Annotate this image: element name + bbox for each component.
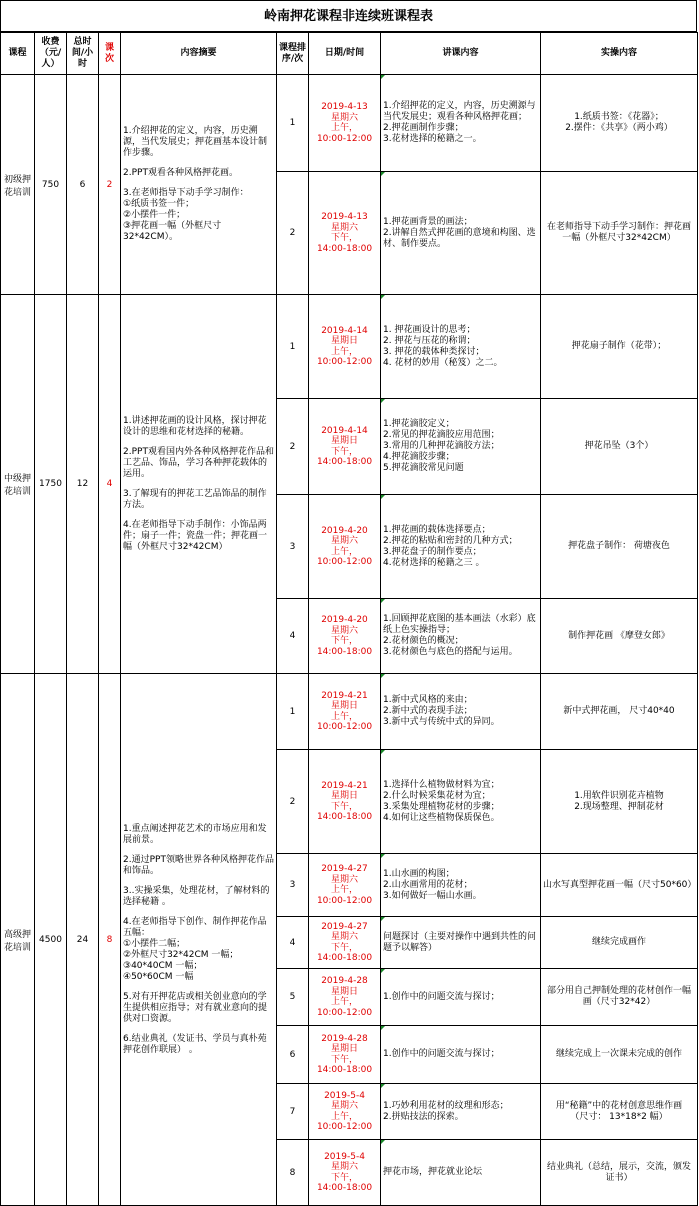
- practice-line: 制作押花画 《摩登女郎》: [568, 630, 670, 641]
- session-order: 3: [277, 495, 309, 599]
- session-order: 4: [277, 599, 309, 674]
- sheet-title: 岭南押花课程非连续班课程表: [0, 0, 697, 32]
- session-time: 10:00-12:00: [316, 357, 373, 367]
- summary-paragraph: 4.在老师指导下创作、制作押花作品五幅： ①小摆件二幅； ②外框尺寸32*42CM 一幅； ③40*40CM 一幅； ④50*60CM 一幅: [123, 916, 267, 982]
- session-order: 6: [277, 1026, 309, 1084]
- session-datetime: [309, 917, 381, 969]
- session-lecture: [381, 1084, 541, 1140]
- session-time: 14:00-18:00: [316, 646, 373, 657]
- session-weekday: 星期日: [330, 1044, 358, 1054]
- session-weekday: 星期六: [330, 1101, 358, 1111]
- session-practice: [541, 969, 698, 1026]
- session-practice: [541, 495, 698, 599]
- session-time: 14:00-18:00: [316, 243, 373, 254]
- session-date-block: [311, 1152, 378, 1194]
- session-datetime: [309, 495, 381, 599]
- session-weekday: 星期日: [330, 791, 358, 801]
- header-times: 课次: [99, 33, 121, 75]
- session-date: 2019-4-28: [321, 1033, 368, 1044]
- session-time: 14:00-18:00: [316, 1183, 373, 1193]
- lecture-line: 2.新中式的表现手法；: [383, 706, 473, 716]
- session-date-block: [311, 102, 378, 144]
- session-period: 下午，: [330, 446, 358, 457]
- summary-paragraph: 3.了解现有的押花工艺品饰品的制作方法。: [123, 488, 267, 510]
- session-date-block: [311, 691, 378, 733]
- lecture-line: 2.讲解自然式押花画的意境和构图、选材、制作要点。: [383, 227, 536, 249]
- course-summary: [121, 75, 277, 295]
- session-weekday: 星期六: [330, 1162, 358, 1172]
- lecture-line: 1.回顾押花底图的基本画法（水彩）底纸上色实操指导；: [383, 614, 536, 635]
- session-practice: [541, 75, 698, 172]
- lecture-line: 押花市场，押花就业论坛: [383, 1167, 483, 1177]
- summary-paragraph: 5.对有开押花店或相关创业意向的学生提供相应指导；对有就业意向的提供对口资源。: [123, 991, 268, 1024]
- session-order: 2: [277, 750, 309, 854]
- session-order: 2: [277, 399, 309, 495]
- session-weekday: 星期六: [330, 222, 358, 233]
- session-date: 2019-4-20: [321, 525, 368, 536]
- lecture-line: 4.花材选择的秘籍之三 。: [383, 557, 485, 568]
- lecture-line: 1.新中式风格的来由；: [383, 695, 473, 705]
- header-summary: 内容摘要: [121, 33, 277, 75]
- session-datetime: [309, 969, 381, 1026]
- session-order: 3: [277, 854, 309, 917]
- lecture-line: 1.创作中的问题交流与探讨；: [383, 1049, 500, 1059]
- header-order: 课程排序/次: [277, 33, 309, 75]
- session-weekday: 星期日: [330, 986, 358, 997]
- session-weekday: 星期六: [330, 112, 358, 123]
- summary-paragraph: 2.PPT观看国内外各种风格押花作品和工艺品、饰品，学习各种押花载体的运用。: [123, 446, 274, 479]
- lecture-line: 1.创作中的问题交流与探讨；: [383, 991, 500, 1002]
- session-datetime: [309, 674, 381, 750]
- course-fee: 4500: [35, 674, 67, 1206]
- course-hours: 6: [67, 75, 99, 295]
- session-order: 2: [277, 172, 309, 295]
- lecture-line: 1.山水画的构图；: [383, 868, 455, 879]
- session-date: 2019-4-28: [321, 976, 368, 986]
- session-datetime: [309, 1140, 381, 1206]
- course-times: 2: [99, 75, 121, 295]
- session-weekday: 星期六: [330, 874, 358, 885]
- session-date-block: [311, 976, 378, 1018]
- session-date: 2019-4-13: [321, 102, 368, 112]
- lecture-line: 4.如何让这些植物保质保色。: [383, 812, 500, 823]
- lecture-line: 4. 花材的妙用（秘笈）之二。: [383, 357, 503, 368]
- session-date-block: [311, 1034, 378, 1076]
- practice-line: 用“秘籍”中的花材创意思维作画: [555, 1100, 683, 1111]
- course-hours: 24: [67, 674, 99, 1206]
- lecture-line: 5.押花滴胶常见问题: [383, 463, 464, 473]
- lecture-line: 2.拼贴技法的探索。: [383, 1111, 464, 1122]
- session-practice: [541, 1140, 698, 1206]
- session-practice: [541, 295, 698, 399]
- session-period: 上午，: [330, 997, 358, 1007]
- session-datetime: [309, 599, 381, 674]
- summary-paragraph: 4.在老师指导下动手制作：小饰品两件；扇子一件；瓷盘一件；押花画一幅（外框尺寸32*42CM）: [123, 519, 268, 552]
- practice-line: 山水写真型押花画一幅（尺寸50*60）: [543, 879, 697, 890]
- lecture-line: 1.押花滴胶定义；: [383, 419, 455, 429]
- lecture-line: 3.花材颜色与底色的搭配与运用。: [383, 647, 518, 657]
- lecture-line: 问题探讨（主要对操作中遇到共性的问题予以解答）: [383, 931, 537, 953]
- session-date: 2019-4-27: [321, 864, 368, 874]
- practice-line: 部分用自己押制处理的花材创作一幅画（尺寸32*42）: [546, 986, 691, 1007]
- session-lecture: [381, 917, 541, 969]
- session-lecture: [381, 854, 541, 917]
- session-time: 14:00-18:00: [316, 457, 373, 467]
- schedule-table: [0, 32, 698, 1206]
- session-time: 14:00-18:00: [316, 953, 373, 963]
- lecture-line: 2. 押花与压花的称谓；: [383, 335, 476, 346]
- practice-line: 1.纸质书签：《花器》；: [574, 112, 664, 122]
- summary-paragraph: 1.重点阐述押花艺术的市场应用和发展前景。: [123, 823, 267, 845]
- practice-line: 继续完成画作: [591, 937, 646, 947]
- lecture-line: 2.常见的押花滴胶应用范围；: [383, 430, 500, 440]
- course-times: 8: [99, 674, 121, 1206]
- session-period: 下午，: [330, 801, 358, 812]
- session-practice: [541, 1084, 698, 1140]
- lecture-line: 1.选择什么植物做材料为宜；: [383, 779, 500, 790]
- header-datetime: 日期/时间: [309, 33, 381, 75]
- course-hours: 12: [67, 295, 99, 674]
- session-lecture: [381, 495, 541, 599]
- summary-paragraph: 2.PPT观看各种风格押花画。: [123, 168, 238, 178]
- session-date: 2019-4-20: [321, 615, 368, 625]
- course-fee: 1750: [35, 295, 67, 674]
- session-date: 2019-4-27: [321, 921, 368, 932]
- session-weekday: 星期六: [330, 536, 358, 546]
- session-datetime: [309, 399, 381, 495]
- lecture-line: 3.新中式与传统中式的异同。: [383, 717, 500, 727]
- summary-paragraph: 3.在老师指导下动手学习制作： ①纸质书签一件； ②小摆件一件； ③押花画一幅（外框尺寸32*42CM）。: [123, 188, 249, 242]
- session-time: 10:00-12:00: [316, 557, 373, 567]
- practice-line: 2.现场整理、押制花材: [574, 801, 664, 812]
- lecture-line: 3.押花盘子的制作要点；: [383, 546, 482, 557]
- session-date: 2019-5-4: [324, 1090, 365, 1101]
- lecture-line: 1. 押花画设计的思考；: [383, 324, 476, 335]
- session-date: 2019-4-21: [321, 780, 368, 791]
- practice-line: 1.用软件识别花卉植物: [574, 790, 664, 801]
- session-practice: [541, 750, 698, 854]
- session-order: 1: [277, 674, 309, 750]
- session-period: 上午，: [330, 885, 358, 895]
- lecture-line: 1.押花画背景的画法；: [383, 216, 473, 227]
- session-time: 10:00-12:00: [316, 895, 373, 906]
- course-times: 4: [99, 295, 121, 674]
- session-period: 下午，: [330, 233, 358, 243]
- practice-line: （尺寸： 13*18*2 幅）: [570, 1111, 668, 1122]
- session-lecture: [381, 172, 541, 295]
- session-practice: [541, 854, 698, 917]
- session-weekday: 星期六: [330, 625, 358, 636]
- session-date-block: [311, 615, 378, 657]
- practice-line: 继续完成上一次课未完成的创作: [555, 1049, 682, 1059]
- session-date: 2019-4-13: [321, 212, 368, 222]
- lecture-line: 1.巧妙利用花材的纹理和形态；: [383, 1100, 509, 1111]
- header-hours: 总时间/小时: [67, 33, 99, 75]
- session-time: 14:00-18:00: [316, 1065, 373, 1075]
- session-lecture: [381, 295, 541, 399]
- lecture-line: 3. 押花的载体种类探讨；: [383, 346, 485, 357]
- session-order: 1: [277, 295, 309, 399]
- session-practice: [541, 674, 698, 750]
- session-datetime: [309, 172, 381, 295]
- session-date: 2019-4-14: [321, 325, 368, 336]
- session-practice: [541, 1026, 698, 1084]
- practice-line: 押花盘子制作： 荷塘夜色: [568, 541, 670, 551]
- practice-line: 押花吊坠（3个）: [584, 441, 654, 451]
- lecture-line: 1.押花画的载体选择要点；: [383, 524, 491, 535]
- lecture-line: 3.如何做好一幅山水画。: [383, 890, 482, 901]
- course-summary: [121, 674, 277, 1206]
- session-date-block: [311, 1091, 378, 1133]
- session-date-block: [311, 781, 378, 823]
- practice-line: 结业典礼（总结，展示，交流，颁发证书）: [546, 1161, 691, 1183]
- session-practice: [541, 172, 698, 295]
- session-date-block: [311, 326, 378, 368]
- header-lecture: 讲课内容: [381, 33, 541, 75]
- session-order: 1: [277, 75, 309, 172]
- lecture-line: 3.采集处理植物花材的步骤；: [383, 801, 500, 812]
- session-date-block: [311, 526, 378, 568]
- practice-line: 在老师指导下动手学习制作：押花画一幅（外框尺寸32*42CM）: [546, 222, 691, 243]
- session-period: 上午，: [330, 346, 358, 357]
- session-date-block: [311, 922, 378, 964]
- session-date: 2019-4-21: [321, 690, 368, 701]
- summary-paragraph: 1.讲述押花画的设计风格，探讨押花设计的思维和花材选择的秘籍。: [123, 415, 267, 437]
- course-name: 中级押花培训: [1, 295, 35, 674]
- session-date-block: [311, 426, 378, 468]
- summary-paragraph: 6.结业典礼（发证书、学员与真朴苑押花创作联展） 。: [123, 1033, 267, 1055]
- practice-line: 新中式押花画， 尺寸40*40: [563, 706, 675, 716]
- session-period: 上午，: [330, 546, 358, 557]
- session-time: 14:00-18:00: [316, 812, 373, 822]
- session-weekday: 星期日: [330, 701, 358, 711]
- session-time: 10:00-12:00: [316, 1007, 373, 1018]
- summary-paragraph: 2.通过PPT领略世界各种风格押花作品和饰品。: [123, 854, 274, 876]
- session-datetime: [309, 75, 381, 172]
- session-lecture: [381, 1140, 541, 1206]
- session-lecture: [381, 399, 541, 495]
- session-order: 4: [277, 917, 309, 969]
- session-time: 10:00-12:00: [316, 1122, 373, 1132]
- session-practice: [541, 917, 698, 969]
- session-order: 7: [277, 1084, 309, 1140]
- session-row: [1, 75, 698, 172]
- session-datetime: [309, 1084, 381, 1140]
- session-datetime: [309, 1026, 381, 1084]
- practice-line: 押花扇子制作（花带）；: [571, 341, 667, 351]
- lecture-line: 4.押花滴胶步骤；: [383, 452, 455, 462]
- session-datetime: [309, 295, 381, 399]
- session-datetime: [309, 750, 381, 854]
- session-period: 下午，: [330, 942, 358, 953]
- lecture-line: 2.押花的粘贴和密封的几种方式；: [383, 535, 518, 546]
- session-time: 10:00-12:00: [316, 722, 373, 732]
- session-date-block: [311, 864, 378, 906]
- session-lecture: [381, 599, 541, 674]
- session-datetime: [309, 854, 381, 917]
- session-lecture: [381, 674, 541, 750]
- course-name: 初级押花培训: [1, 75, 35, 295]
- session-row: [1, 295, 698, 399]
- session-period: 上午，: [330, 711, 358, 722]
- session-lecture: [381, 750, 541, 854]
- lecture-line: 2.押花画制作步骤；: [383, 123, 464, 133]
- course-fee: 750: [35, 75, 67, 295]
- session-order: 8: [277, 1140, 309, 1206]
- session-order: 5: [277, 969, 309, 1026]
- session-period: 上午，: [330, 1111, 358, 1122]
- session-weekday: 星期日: [330, 336, 358, 346]
- session-lecture: [381, 1026, 541, 1084]
- session-row: [1, 674, 698, 750]
- lecture-line: 2.花材颜色的概况；: [383, 636, 464, 646]
- session-practice: [541, 599, 698, 674]
- lecture-line: 2.什么时候采集花材为宜；: [383, 790, 491, 801]
- lecture-line: 3.花材选择的秘籍之一。: [383, 134, 482, 144]
- session-date: 2019-5-4: [324, 1151, 365, 1162]
- session-period: 下午，: [330, 1054, 358, 1065]
- practice-line: 2.摆件：《共享》（两小鸡）: [565, 123, 673, 133]
- session-period: 下午，: [330, 636, 358, 646]
- session-time: 10:00-12:00: [316, 133, 373, 144]
- header-fee: 收费（元/人）: [35, 33, 67, 75]
- header-row: [1, 33, 698, 75]
- lecture-line: 2.山水画常用的花材；: [383, 879, 473, 890]
- session-practice: [541, 399, 698, 495]
- session-period: 上午，: [330, 123, 358, 133]
- summary-paragraph: 1.介绍押花的定义，内容，历史溯源，当代发展史；押花画基本设计制作步骤。: [123, 126, 268, 158]
- summary-paragraph: 3..实操采集，处理花材，了解材料的选择秘籍 。: [123, 885, 270, 907]
- lecture-line: 1.介绍押花的定义，内容，历史溯源与当代发展史；观看各种风格押花画；: [383, 101, 536, 122]
- session-period: 下午，: [330, 1172, 358, 1183]
- lecture-line: 3.常用的几种押花滴胶方法；: [383, 441, 500, 451]
- session-lecture: [381, 969, 541, 1026]
- session-date-block: [311, 212, 378, 254]
- session-weekday: 星期六: [330, 932, 358, 942]
- course-name: 高级押花培训: [1, 674, 35, 1206]
- header-course: 课程: [1, 33, 35, 75]
- course-summary: [121, 295, 277, 674]
- header-practice: 实操内容: [541, 33, 698, 75]
- session-date: 2019-4-14: [321, 425, 368, 436]
- session-lecture: [381, 75, 541, 172]
- session-weekday: 星期日: [330, 436, 358, 446]
